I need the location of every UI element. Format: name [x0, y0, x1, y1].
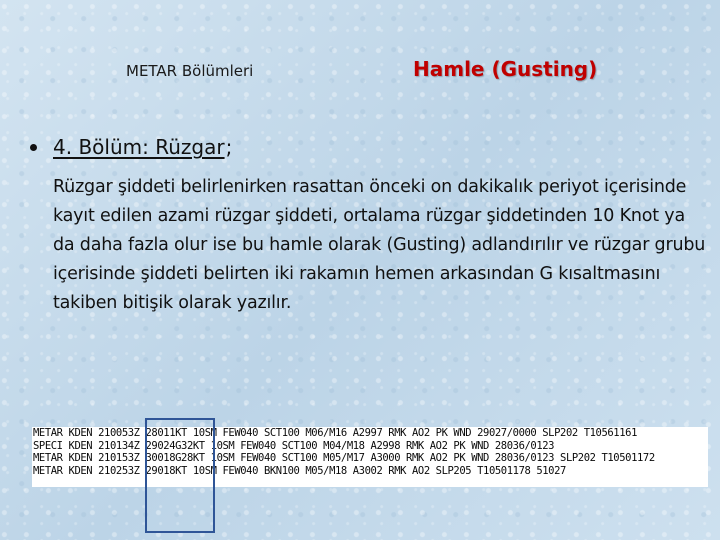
- metar-line: METAR KDEN 210253Z 29018KT 10SM FEW040 BKN100 M05/M18 A3002 RMK AO2 SLP205 T10501178 51027: [33, 464, 566, 477]
- metar-line: METAR KDEN 210153Z 30018G28KT 10SM FEW040 SCT100 M05/M17 A3000 RMK AO2 PK WND 28036/0123 SLP202 T10501172: [33, 452, 655, 464]
- bullet-heading-punctuation: ;: [225, 135, 233, 159]
- metar-line: METAR KDEN 210053Z 28011KT 10SM FEW040 SCT100 M06/M16 A2997 RMK AO2 PK WND 29027/0000 SLP202 T10561161: [33, 427, 637, 439]
- body-paragraph: Rüzgar şiddeti belirlenirken rasattan önceki on dakikalık periyot içerisinde kayıt edilen azami rüzgar şiddeti, ortalama rüzgar şiddetinden 10 Knot ya da daha fazla olur ise bu hamle olarak (Gusting) adlandırılır ve rüzgar grubu içerisinde şiddeti belirten iki rakamın hemen arkasından G kısaltmasını takiben bitişik olarak yazılır.: [53, 177, 706, 313]
- metar-line: SPECI KDEN 210134Z 29024G32KT 10SM FEW040 SCT100 M04/M18 A2998 RMK AO2 PK WND 28036/0123: [33, 439, 555, 452]
- wind-group-highlight: [145, 418, 215, 533]
- slide-section-title: METAR Bölümleri: [126, 62, 254, 80]
- metar-report-image: [32, 427, 708, 487]
- bullet-heading-text: 4. Bölüm: Rüzgar: [53, 135, 225, 159]
- slide-topic-title: Hamle (Gusting): [413, 57, 598, 81]
- bullet-heading: [30, 135, 232, 159]
- bullet-dot-icon: [30, 144, 37, 151]
